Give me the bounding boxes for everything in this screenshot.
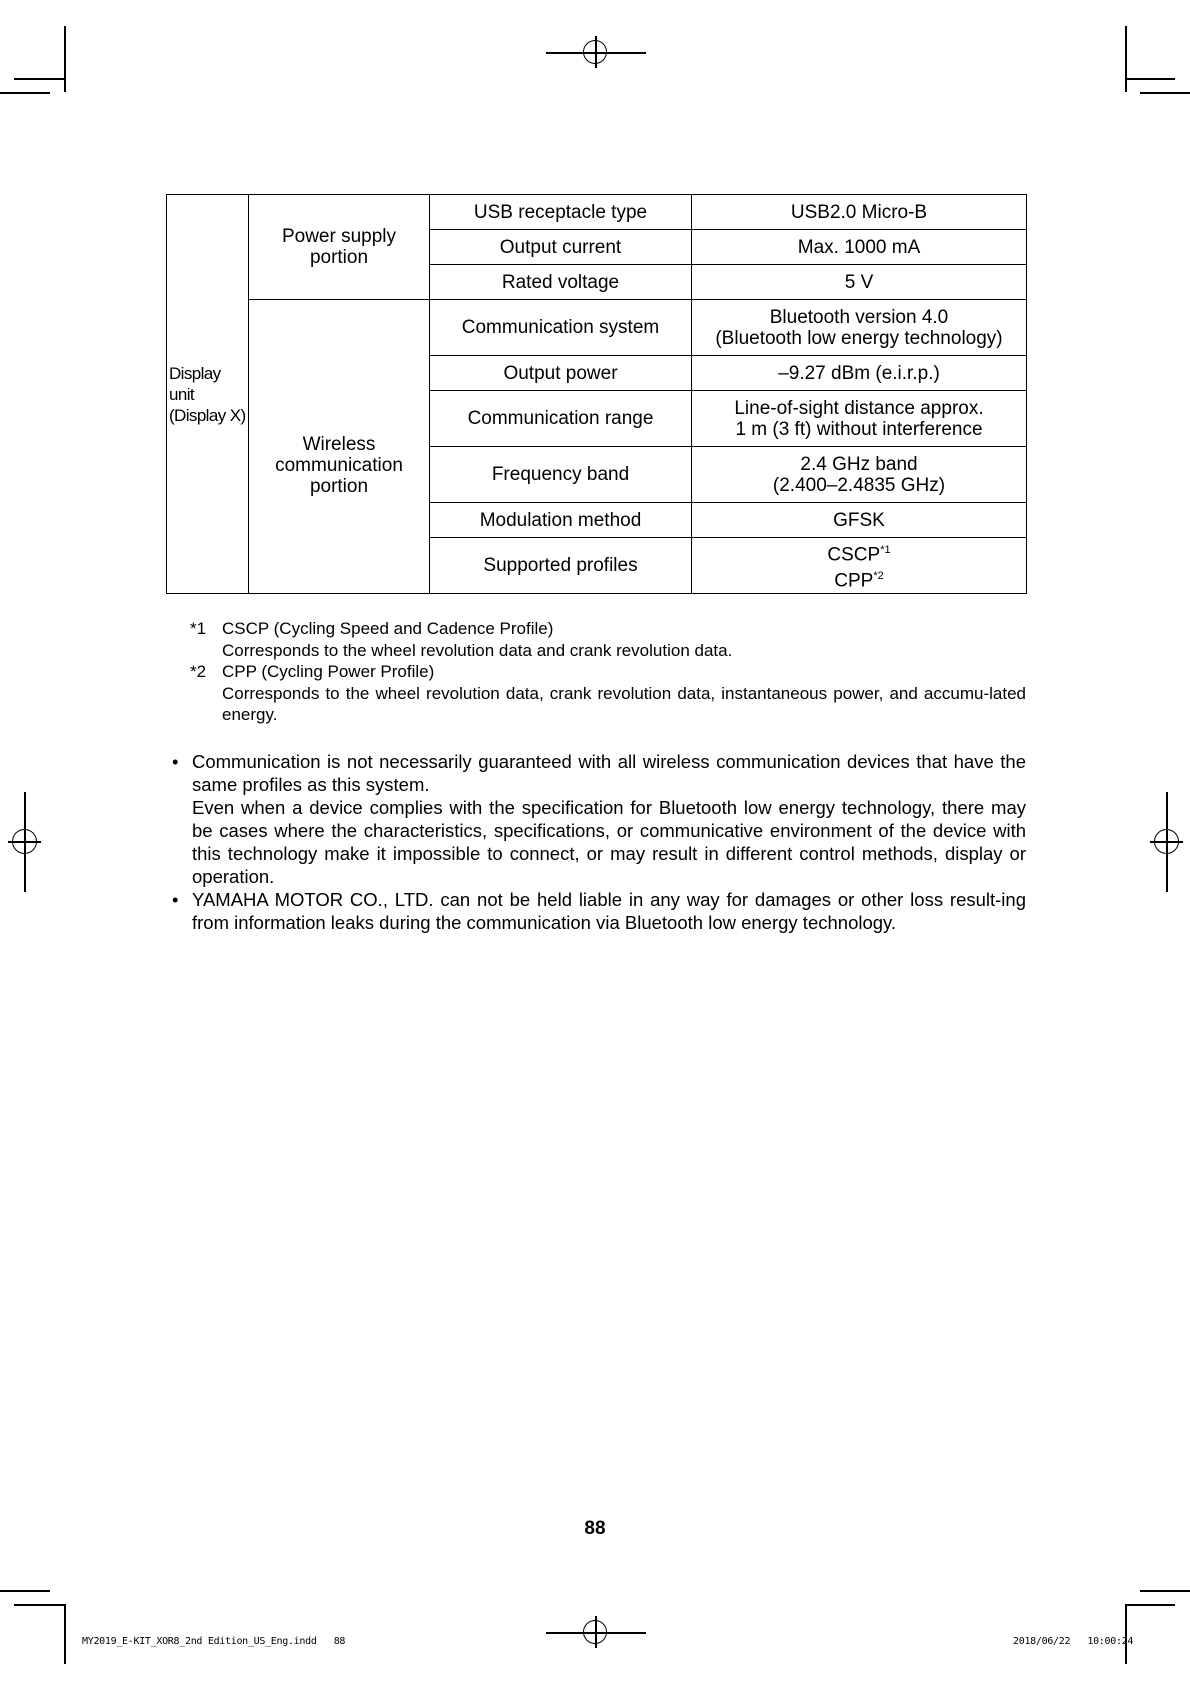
specification-table [166, 194, 1027, 594]
item-supported-profiles: Supported profiles [430, 538, 692, 594]
value-supported-profiles [692, 538, 1027, 594]
footnote-mark: *2 [190, 662, 207, 681]
profile-cscp: CSCP [827, 544, 881, 566]
power-supply-portion-label [249, 195, 430, 300]
bullet-marker: • [172, 889, 179, 910]
value-output-power: –9.27 dBm (e.i.r.p.) [692, 356, 1027, 391]
wireless-communication-portion-label [249, 300, 430, 594]
item-communication-system: Communication system [430, 300, 692, 356]
footnote-title: CSCP (Cycling Speed and Cadence Profile) [222, 619, 554, 638]
footnotes [190, 618, 1026, 726]
value-modulation-method: GFSK [692, 503, 1027, 538]
footnote-1 [190, 618, 1026, 661]
footnote-mark: *1 [190, 619, 207, 638]
item-frequency-band: Frequency band [430, 447, 692, 503]
item-modulation-method: Modulation method [430, 503, 692, 538]
value-output-current: Max. 1000 mA [692, 230, 1027, 265]
footnote-body: Corresponds to the wheel revolution data, crank revolution data, instantaneous power, and accumu-lated energy. [222, 683, 1026, 724]
footer-timestamp: 2018/06/22 10:00:24 [1013, 1636, 1134, 1647]
notice-item [172, 750, 1026, 888]
wireless-communication-portion-text: Wireless communication portion [275, 434, 403, 497]
bullet-marker: • [172, 751, 179, 772]
footer-file-name: MY2019_E-KIT_XOR8_2nd Edition_US_Eng.indd 88 [82, 1636, 346, 1647]
value-usb-receptacle-type: USB2.0 Micro-B [692, 195, 1027, 230]
item-usb-receptacle-type: USB receptacle type [430, 195, 692, 230]
footnote-ref-1: *1 [880, 544, 891, 557]
table-row [167, 195, 1027, 230]
notice-item [172, 888, 1026, 934]
footnote-ref-2: *2 [873, 569, 884, 582]
item-output-current: Output current [430, 230, 692, 265]
page-number: 88 [584, 1518, 606, 1539]
display-unit-text: Display unit (Display X) [169, 363, 246, 425]
value-frequency-band: 2.4 GHz band (2.400–2.4835 GHz) [692, 447, 1027, 503]
footnote-title: CPP (Cycling Power Profile) [222, 662, 435, 681]
notice-list [172, 750, 1026, 934]
item-communication-range: Communication range [430, 391, 692, 447]
value-communication-system: Bluetooth version 4.0 (Bluetooth low energy technology) [692, 300, 1027, 356]
profile-cpp: CPP [834, 569, 874, 591]
item-rated-voltage: Rated voltage [430, 265, 692, 300]
value-communication-range: Line-of-sight distance approx. 1 m (3 ft) without interference [692, 391, 1027, 447]
notice-text: YAMAHA MOTOR CO., LTD. can not be held liable in any way for damages or other loss result-ing from information leaks during the communication via Bluetooth low energy technology. [192, 889, 1026, 933]
display-unit-label [167, 195, 249, 594]
power-supply-portion-text: Power supply portion [281, 226, 397, 268]
notice-text: Communication is not necessarily guaranteed with all wireless communication devices that have the same profiles as this system. Even when a device complies with the specification for Bluetooth low energy technology, there may be cases where the characteristics, specifications, or communicative environment of the device with this technology make it impossible to connect, or may result in different control methods, display or operation. [192, 751, 1026, 887]
item-output-power: Output power [430, 356, 692, 391]
footnote-2 [190, 661, 1026, 726]
value-rated-voltage: 5 V [692, 265, 1027, 300]
footnote-body: Corresponds to the wheel revolution data and crank revolution data. [222, 640, 733, 660]
table-row [167, 300, 1027, 356]
